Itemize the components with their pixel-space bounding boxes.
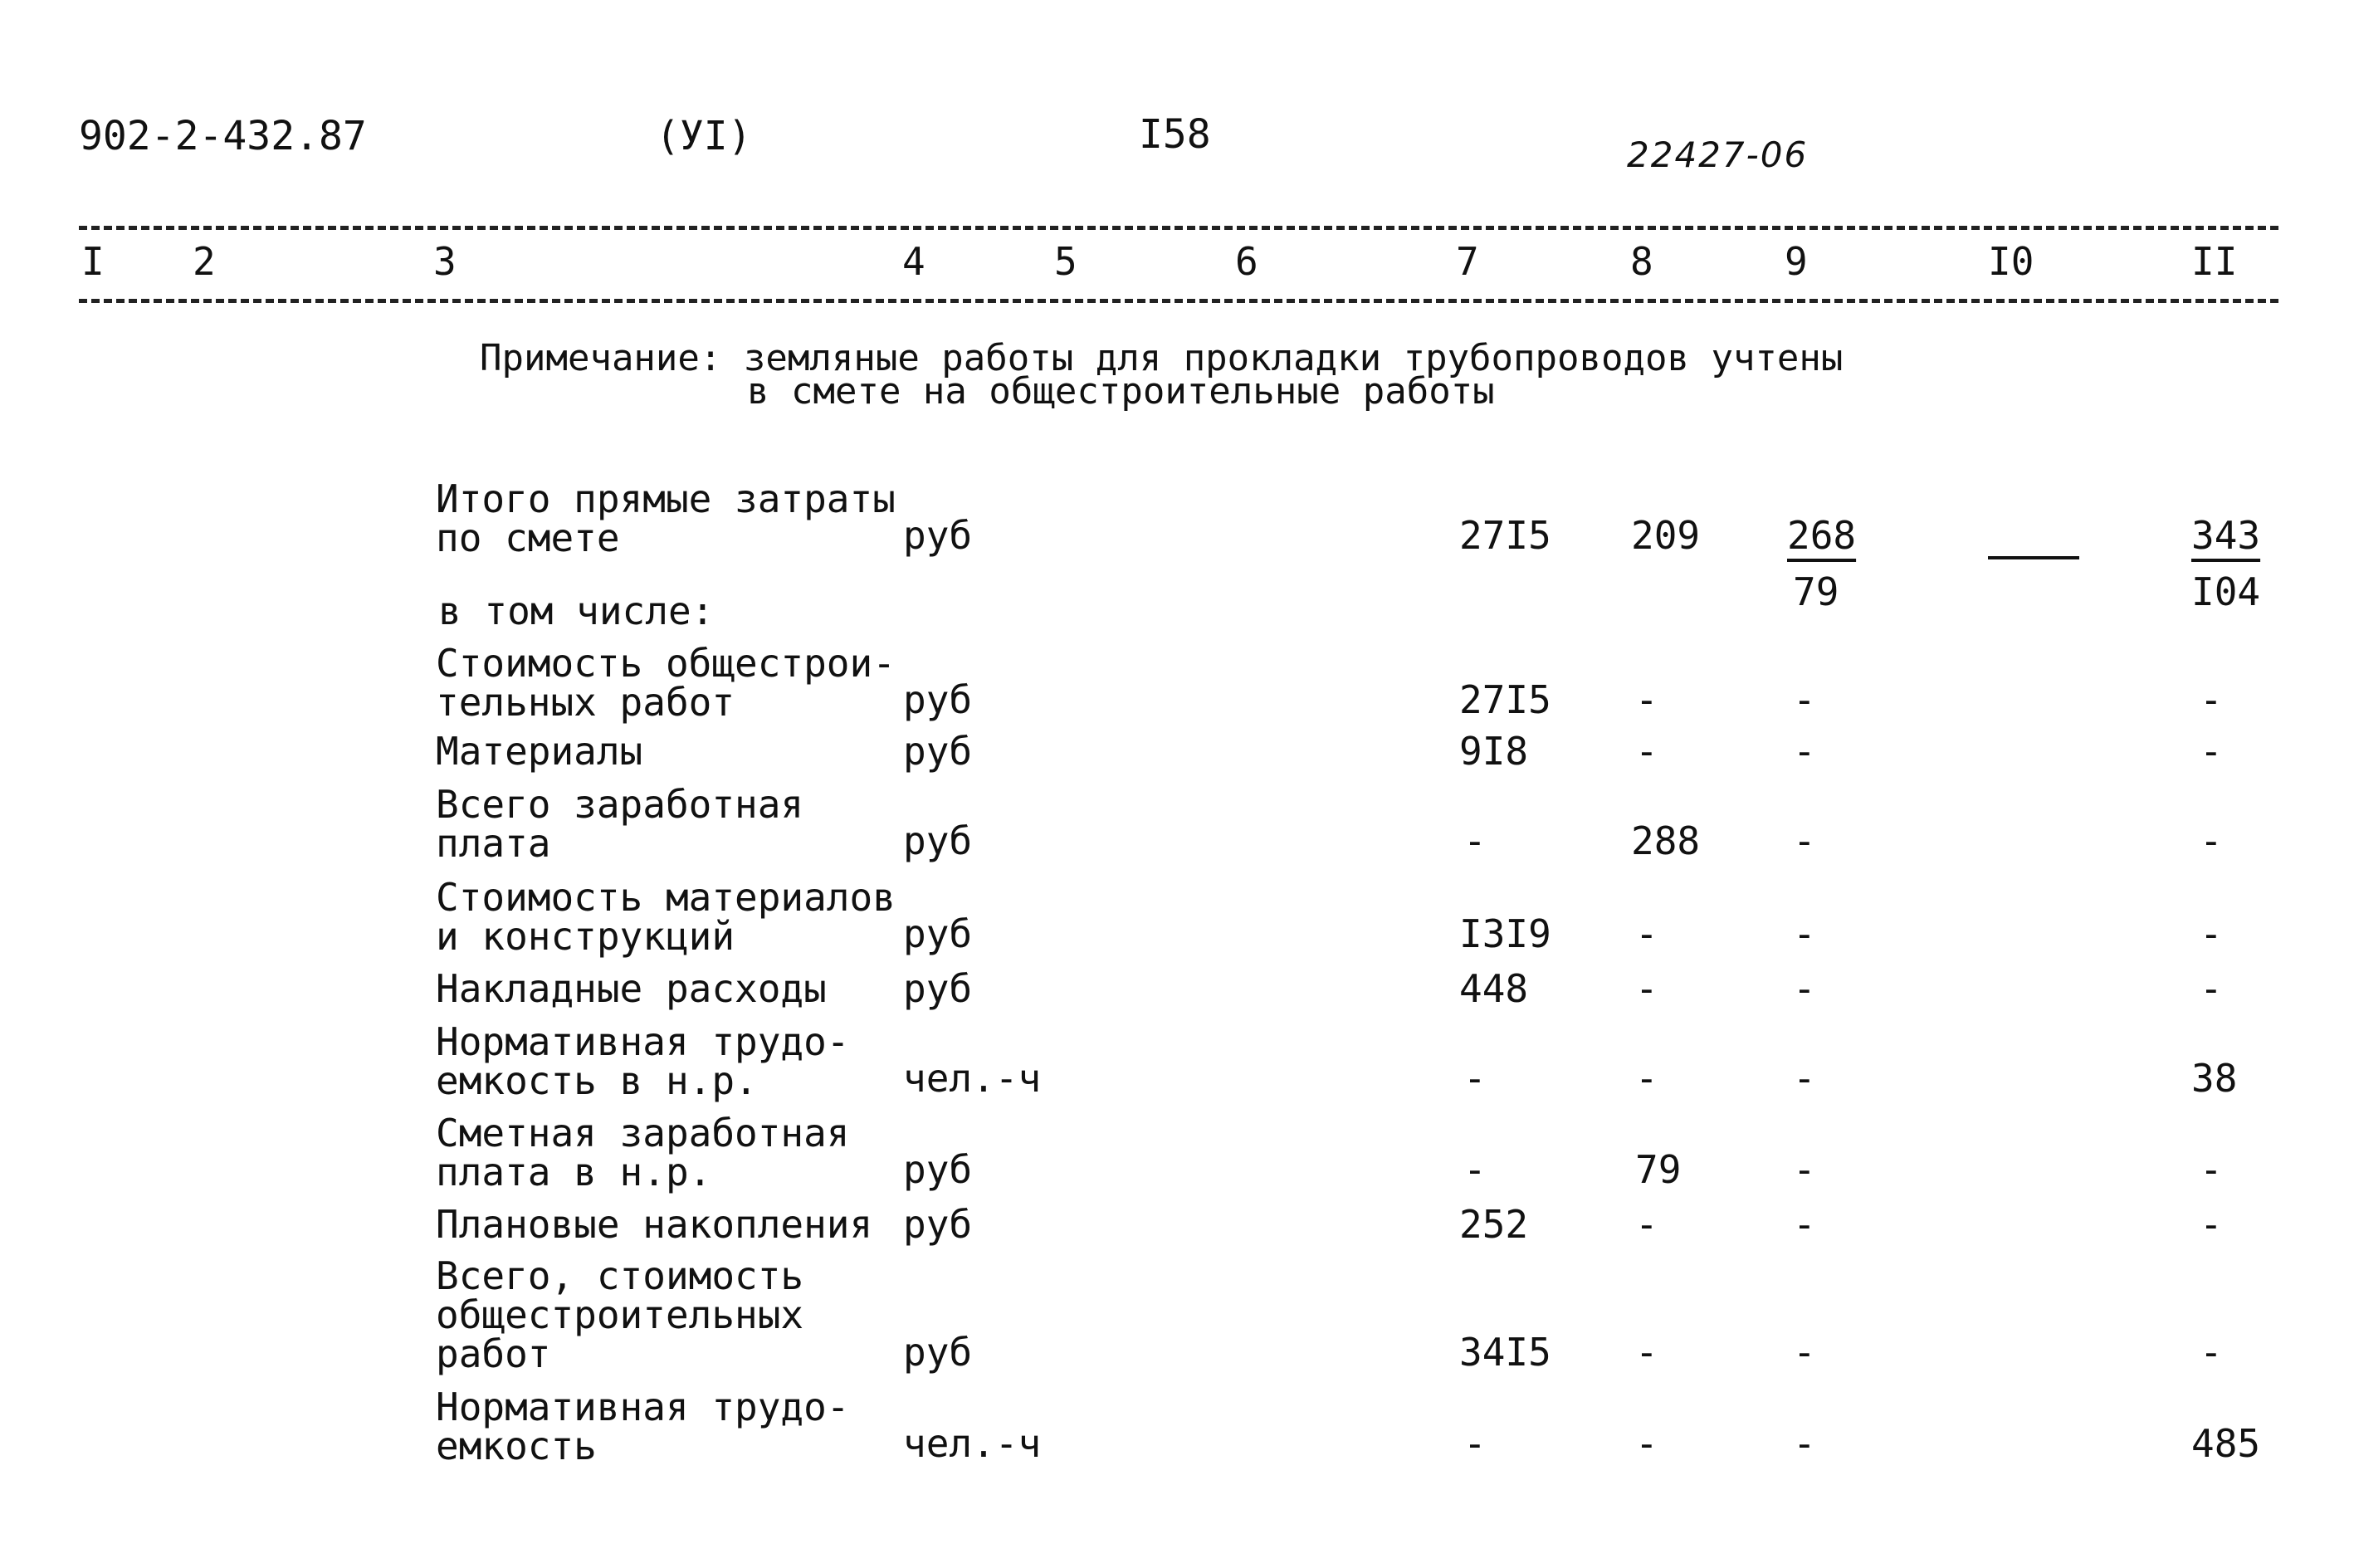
cell-col7: - <box>1463 1056 1487 1101</box>
cell-col11: - <box>2200 966 2223 1011</box>
cell-col9: - <box>1793 1147 1816 1192</box>
cell-col11-denominator: I04 <box>2191 569 2261 614</box>
cell-col10-blank-line <box>1988 556 2079 559</box>
cell-col7: 27I5 <box>1459 513 1551 558</box>
row-label: в том числе: <box>438 589 715 633</box>
cell-col8: - <box>1635 1421 1658 1466</box>
cell-col11: 485 <box>2191 1421 2261 1466</box>
cell-col7: 252 <box>1459 1202 1529 1247</box>
column-number: 2 <box>193 239 216 284</box>
note-line-1: Примечание: земляные работы для прокладки трубопроводов учтены <box>480 337 1844 379</box>
row-unit: руб <box>903 1147 973 1192</box>
cell-col9: - <box>1793 729 1816 774</box>
column-number: I0 <box>1988 239 2034 284</box>
row-unit: чел.-ч <box>903 1056 1042 1101</box>
cell-col11: - <box>2200 677 2223 722</box>
cell-col7: - <box>1463 818 1487 863</box>
header-rule-top <box>79 226 2278 230</box>
cell-col8: - <box>1635 966 1658 1011</box>
column-number: 7 <box>1456 239 1479 284</box>
cell-col9: - <box>1793 1330 1816 1375</box>
cell-col11: 38 <box>2191 1056 2238 1101</box>
cell-col8: - <box>1635 911 1658 956</box>
note-line-2: в смете на общестроительные работы <box>747 370 1495 413</box>
row-unit: чел.-ч <box>903 1421 1042 1466</box>
column-number: 8 <box>1630 239 1653 284</box>
row-label: Стоимость материалов и конструкций <box>436 875 896 959</box>
cell-col9: - <box>1793 1202 1816 1247</box>
row-unit: руб <box>903 1202 973 1247</box>
cell-col11-numerator: 343 <box>2191 513 2261 558</box>
cell-col7: 448 <box>1459 966 1529 1011</box>
column-number: 9 <box>1785 239 1808 284</box>
row-label: Материалы <box>436 729 643 774</box>
row-unit: руб <box>903 513 973 558</box>
row-label: Стоимость общестрои- тельных работ <box>436 641 896 725</box>
column-number: II <box>2191 239 2238 284</box>
cell-col8: 288 <box>1631 818 1701 863</box>
cell-col7: - <box>1463 1421 1487 1466</box>
cell-col9: - <box>1793 818 1816 863</box>
column-number: 4 <box>902 239 925 284</box>
cell-col11: - <box>2200 1202 2223 1247</box>
row-unit: руб <box>903 729 973 774</box>
row-label: Нормативная трудо- емкость в н.р. <box>436 1019 850 1103</box>
cell-col8: - <box>1635 1202 1658 1247</box>
cell-col7: 27I5 <box>1459 677 1551 722</box>
cell-col9: - <box>1793 1421 1816 1466</box>
cell-col9-denominator: 79 <box>1793 569 1839 614</box>
cell-col11: - <box>2200 1330 2223 1375</box>
row-label: Плановые накопления <box>436 1202 873 1247</box>
cell-col11: - <box>2200 729 2223 774</box>
section-label: (УI) <box>656 113 752 159</box>
archive-stamp-number: 22427-06 <box>1627 134 1809 175</box>
row-unit: руб <box>903 966 973 1011</box>
cell-col11: - <box>2200 1147 2223 1192</box>
cell-col9: - <box>1793 677 1816 722</box>
cell-col8: - <box>1635 1056 1658 1101</box>
cell-col9-numerator: 268 <box>1787 513 1857 558</box>
row-label: Нормативная трудо- емкость <box>436 1385 850 1468</box>
cell-col9: - <box>1793 1056 1816 1101</box>
cell-col7: - <box>1463 1147 1487 1192</box>
cell-col8: 79 <box>1635 1147 1682 1192</box>
header-rule-bottom <box>79 299 2278 303</box>
cell-col9: - <box>1793 966 1816 1011</box>
cell-col11: - <box>2200 911 2223 956</box>
cell-col9: - <box>1793 911 1816 956</box>
cell-col7: I3I9 <box>1459 911 1551 956</box>
column-number: 6 <box>1235 239 1258 284</box>
cell-col8: - <box>1635 677 1658 722</box>
cell-col11: - <box>2200 818 2223 863</box>
row-label: Всего заработная плата <box>436 782 804 866</box>
cell-col8: 209 <box>1631 513 1701 558</box>
row-label: Накладные расходы <box>436 966 827 1011</box>
row-unit: руб <box>903 818 973 863</box>
cell-col7: 34I5 <box>1459 1330 1551 1375</box>
row-label: Итого прямые затраты по смете <box>436 476 896 560</box>
row-unit: руб <box>903 911 973 956</box>
page-number: I58 <box>1139 111 1211 158</box>
cell-col8: - <box>1635 729 1658 774</box>
column-number: 3 <box>433 239 457 284</box>
column-number: 5 <box>1054 239 1077 284</box>
row-unit: руб <box>903 1330 973 1375</box>
doc-code: 902-2-432.87 <box>79 113 367 159</box>
column-number: I <box>81 239 105 284</box>
row-label: Всего, стоимость общестроительных работ <box>436 1253 804 1376</box>
row-label: Сметная заработная плата в н.р. <box>436 1111 850 1194</box>
cell-col7: 9I8 <box>1459 729 1529 774</box>
row-unit: руб <box>903 677 973 722</box>
cell-col8: - <box>1635 1330 1658 1375</box>
